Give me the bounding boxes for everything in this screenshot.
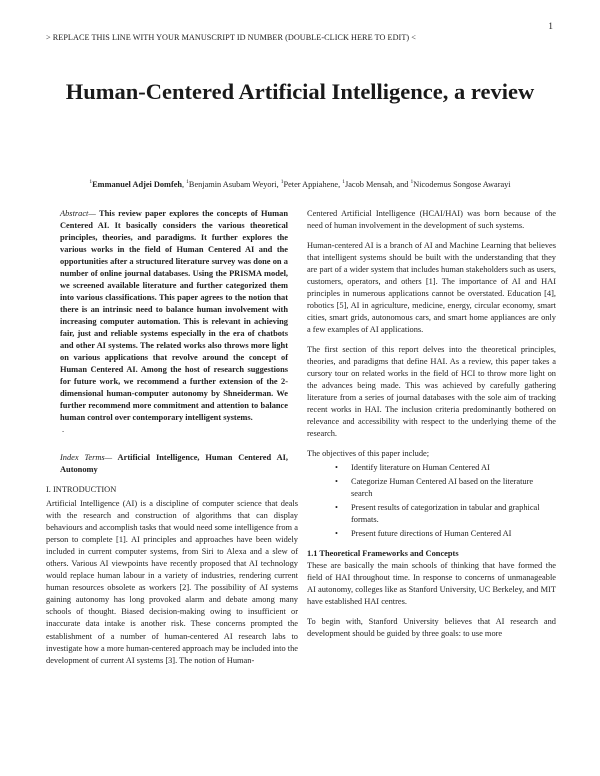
objectives-intro: The objectives of this paper include; xyxy=(307,449,430,459)
section-heading-introduction: I. INTRODUCTION xyxy=(46,485,117,495)
body-paragraph: Centered Artificial Intelligence (HCAI/HAI) was born because of the need of human involvement in the development of such systems. xyxy=(307,209,556,231)
right-column xyxy=(307,208,556,649)
subsection-heading: 1.1 Theoretical Frameworks and Concepts xyxy=(307,549,459,559)
abstract xyxy=(46,208,298,424)
body-paragraph: To begin with, Stanford University believes that AI research and development should be guided by three goals: to use more xyxy=(307,617,556,639)
stray-dot: . xyxy=(62,425,65,435)
index-terms-text: Artificial Intelligence, Human Centered AI, Autonomy xyxy=(60,453,289,475)
author-affiliation-mark: 1 xyxy=(89,179,93,185)
page-number: 1 xyxy=(548,22,553,32)
author-list: $^1$Emmanuel Adjei Domfeh, $^1$Benjamin Asubam Weyori, $^1$Peter Appiahene, $^1$Jacob Mensah, and $^1$Nicodemus Songose Awarayi xyxy=(89,179,511,189)
list-item: • Categorize Human Centered AI based on the literature search xyxy=(337,476,556,500)
left-column xyxy=(46,208,298,667)
manuscript-id-header[interactable]: > REPLACE THIS LINE WITH YOUR MANUSCRIPT ID NUMBER (DOUBLE-CLICK HERE TO EDIT) < xyxy=(46,33,416,42)
author-affiliation-mark: 1 xyxy=(410,179,414,185)
author-affiliation-mark: 1 xyxy=(280,179,284,185)
abstract-lead: Abstract— xyxy=(60,209,96,218)
body-paragraph: The first section of this report delves into the theoretical principles, theories, and paradigms that define HAI. As a review, this paper takes a cursory tour on related works in the field of HCI to throw more light on the advances being made. This was achieved by carefully gathering literature from a series of journal databases with the sole aim of tracking recent works in HAI. The inclusion criteria predominantly bothered on relevance and accessibility with respect to the underlying theme of the research. xyxy=(307,345,556,439)
paper-title: Human-Centered Artificial Intelligence, a review xyxy=(65,79,535,104)
body-paragraph: Human-centered AI is a branch of AI and Machine Learning that believes that intelligent systems should be built with the understanding that they are part of a wider system that includes human stakeholders such as users, customers, operators, and others [1]. The importance of AI and HAI principles in numerous applications cannot be overstated. Education [4], robotics [5], AI in agriculture, medicine, energy, circular economy, smart cities, smart grids, autonomous cars, and smart home appliances are only a few examples of AI applications. xyxy=(307,241,556,335)
intro-paragraph: Artificial Intelligence (AI) is a discipline of computer science that deals with the research and construction of algorithms that can display behaviours and accomplish tasks that would need some intelligence from a person to complete [1]. AI principles and approaches have been widely included in current computer systems, from Siri to Alexa and a slew of others. Various AI viewpoints have recently proposed that AI technology would replace human labour in a variety of industries, rendering current human resources obsolete as workers [2]. The possibility of AI systems gaining autonomy has long provoked alarm and debate among many schools of thought. Biased decision-making owing to insufficient or inaccurate data intake is another risk. These concerns prompted the establishment of a number of human-centered AI research labs to investigate how a more human-centered approach may be included into the development of current AI systems [3]. The notion of Human- xyxy=(46,499,298,665)
author-name: Peter Appiahene xyxy=(283,179,339,189)
index-terms-lead: Index Terms— xyxy=(60,453,113,463)
index-terms xyxy=(46,452,298,476)
author-name: Jacob Mensah xyxy=(345,179,393,189)
author-affiliation-mark: 1 xyxy=(186,179,189,185)
list-item: • Present results of categorization in tabular and graphical formats. xyxy=(337,502,556,526)
list-item: • Identify literature on Human Centered AI xyxy=(337,462,556,474)
body-paragraph: These are basically the main schools of thinking that have formed the field of HAI throughout time. In response to concerns of unmanageable AI autonomy, colleges like as Stanford University, UC Berkeley, and MIT have established HAI centres. xyxy=(307,561,556,607)
author-name: Nicodemus Songose Awarayi xyxy=(413,179,511,189)
author-name: Benjamin Asubam Weyori xyxy=(188,179,277,189)
author-name: Emmanuel Adjei Domfeh xyxy=(92,179,183,189)
abstract-text: This review paper explores the concepts of Human Centered AI. It basically considers the various theoretical principles, theories, and paradigms. It further explores the various works in the field of Human Centered AI and the opportunities after a structured literature survey was done on a number of online journal databases. Using the PRISMA model, we screened available literature and further categorized them into various classifications. This paper agrees to the notion that there is an intrinsic need to balance human involvement with increasing computer automation. This is relevant in achieving fair, just and reliable systems especially in the era of chatbots and other AI systems. The related works also throws more light on various applications that revolve around the concept of Human Centered AI. Among the host of research suggestions for future work, we recommend a further extension of the 2-dimensional human-computer autonomy by Shneiderman. We further recommend more commitment and attention to balance human control over contemporary intelligent systems. xyxy=(60,209,288,423)
author-affiliation-mark: 1 xyxy=(342,179,346,185)
list-item: • Present future directions of Human Centered AI xyxy=(337,528,556,540)
objectives-list xyxy=(307,462,556,540)
